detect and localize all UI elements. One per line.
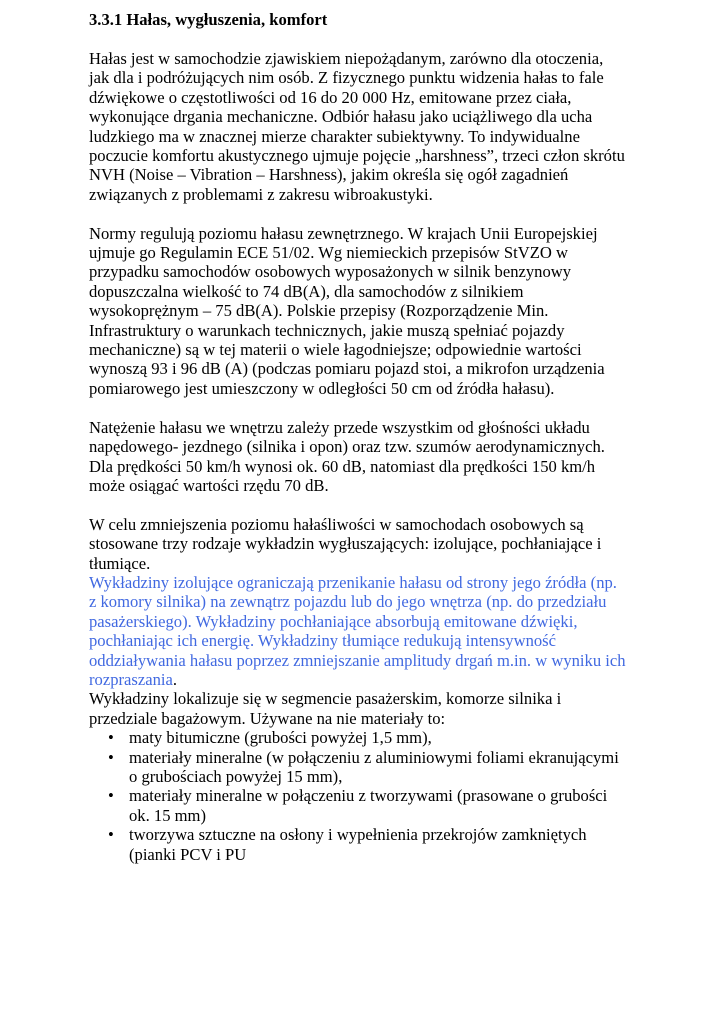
paragraph-lining-locations: Wykładziny lokalizuje się w segmencie pasażerskim, komorze silnika i przedziale bagażowym. Używane na nie materiały to: [89, 689, 562, 728]
list-item-text: materiały mineralne w połączeniu z tworzywami (prasowane o grubości ok. 15 mm) [129, 786, 608, 825]
list-item [89, 825, 649, 864]
document-page [89, 10, 649, 864]
bullet-icon: • [108, 747, 114, 767]
list-item-text: materiały mineralne (w połączeniu z aluminiowymi foliami ekranującymi o grubościach powyżej 15 mm), [129, 747, 619, 786]
bullet-icon: • [108, 728, 114, 748]
list-item [89, 728, 649, 747]
period: . [172, 669, 177, 689]
list-item-text: maty bitumiczne (grubości powyżej 1,5 mm), [129, 728, 432, 748]
highlighted-text: Wykładziny izolujące ograniczają przenikanie hałasu od strony jego źródła (np. z komory silnika) na zewnątrz pojazdu lub do jego wnętrza (np. do przedziału pasażerskiego). Wykładziny pochłaniające absorbują emitowane dźwięki, pochłaniając ich energię. Wykładziny tłumiące redukują intensywność oddziaływania hałasu poprzez zmniejszanie amplitudy drgań m.in. w wyniku ich rozpraszania [89, 572, 626, 689]
paragraph-lining-types: W celu zmniejszenia poziomu hałaśliwości w samochodach osobowych są stosowane trzy rodzaje wykładzin wygłuszających: izolujące, pochłaniające i tłumiące. [89, 514, 602, 573]
paragraph-noise-definition: Hałas jest w samochodzie zjawiskiem niepożądanym, zarówno dla otoczenia, jak dla i podróżujących nim osób. Z fizycznego punktu widzenia hałas to fale dźwiękowe o częstotliwości od 16 do 20 000 Hz, emitowane przez ciała, wykonujące drgania mechaniczne. Odbiór hałasu jako uciążliwego dla ucha ludzkiego ma w znacznej mierze charakter subiektywny. To indywidualne poczucie komfortu akustycznego ujmuje pojęcie „harshness”, trzeci człon skrótu NVH (Noise – Vibration – Harshness), jakim określa się ogół zagadnień związanych z problemami z zakresu wibroakustyki. [89, 49, 625, 204]
list-item-text: tworzywa sztuczne na osłony i wypełnienia przekrojów zamkniętych (pianki PCV i PU [129, 825, 587, 864]
list-item [89, 748, 649, 787]
bullet-icon: • [108, 825, 114, 845]
bullet-icon: • [108, 786, 114, 806]
paragraph-lining-description [89, 573, 649, 689]
list-item [89, 786, 649, 825]
paragraph-noise-norms: Normy regulują poziomu hałasu zewnętrznego. W krajach Unii Europejskiej ujmuje go Regulamin ECE 51/02. Wg niemieckich przepisów StVZO w przypadku samochodów osobowych wyposażonych w silnik benzynowy dopuszczalna wielkość to 74 dB(A), dla samochodów z silnikiem wysokoprężnym – 75 dB(A). Polskie przepisy (Rozporządzenie Min. Infrastruktury o warunkach technicznych, jakie muszą spełniać pojazdy mechaniczne) są w tej materii o wiele łagodniejsze; odpowiednie wartości wynoszą 93 i 96 dB (A) (podczas pomiaru pojazd stoi, a mikrofon urządzenia pomiarowego jest umieszczony w odległości 50 cm od źródła hałasu). [89, 223, 605, 398]
paragraph-interior-noise: Natężenie hałasu we wnętrzu zależy przede wszystkim od głośności układu napędowego- jezdnego (silnika i opon) oraz tzw. szumów aerodynamicznych. Dla prędkości 50 km/h wynosi ok. 60 dB, natomiast dla prędkości 150 km/h może osiągać wartości rzędu 70 dB. [89, 417, 605, 495]
materials-list [89, 728, 649, 864]
section-heading: 3.3.1 Hałas, wygłuszenia, komfort [89, 10, 328, 29]
